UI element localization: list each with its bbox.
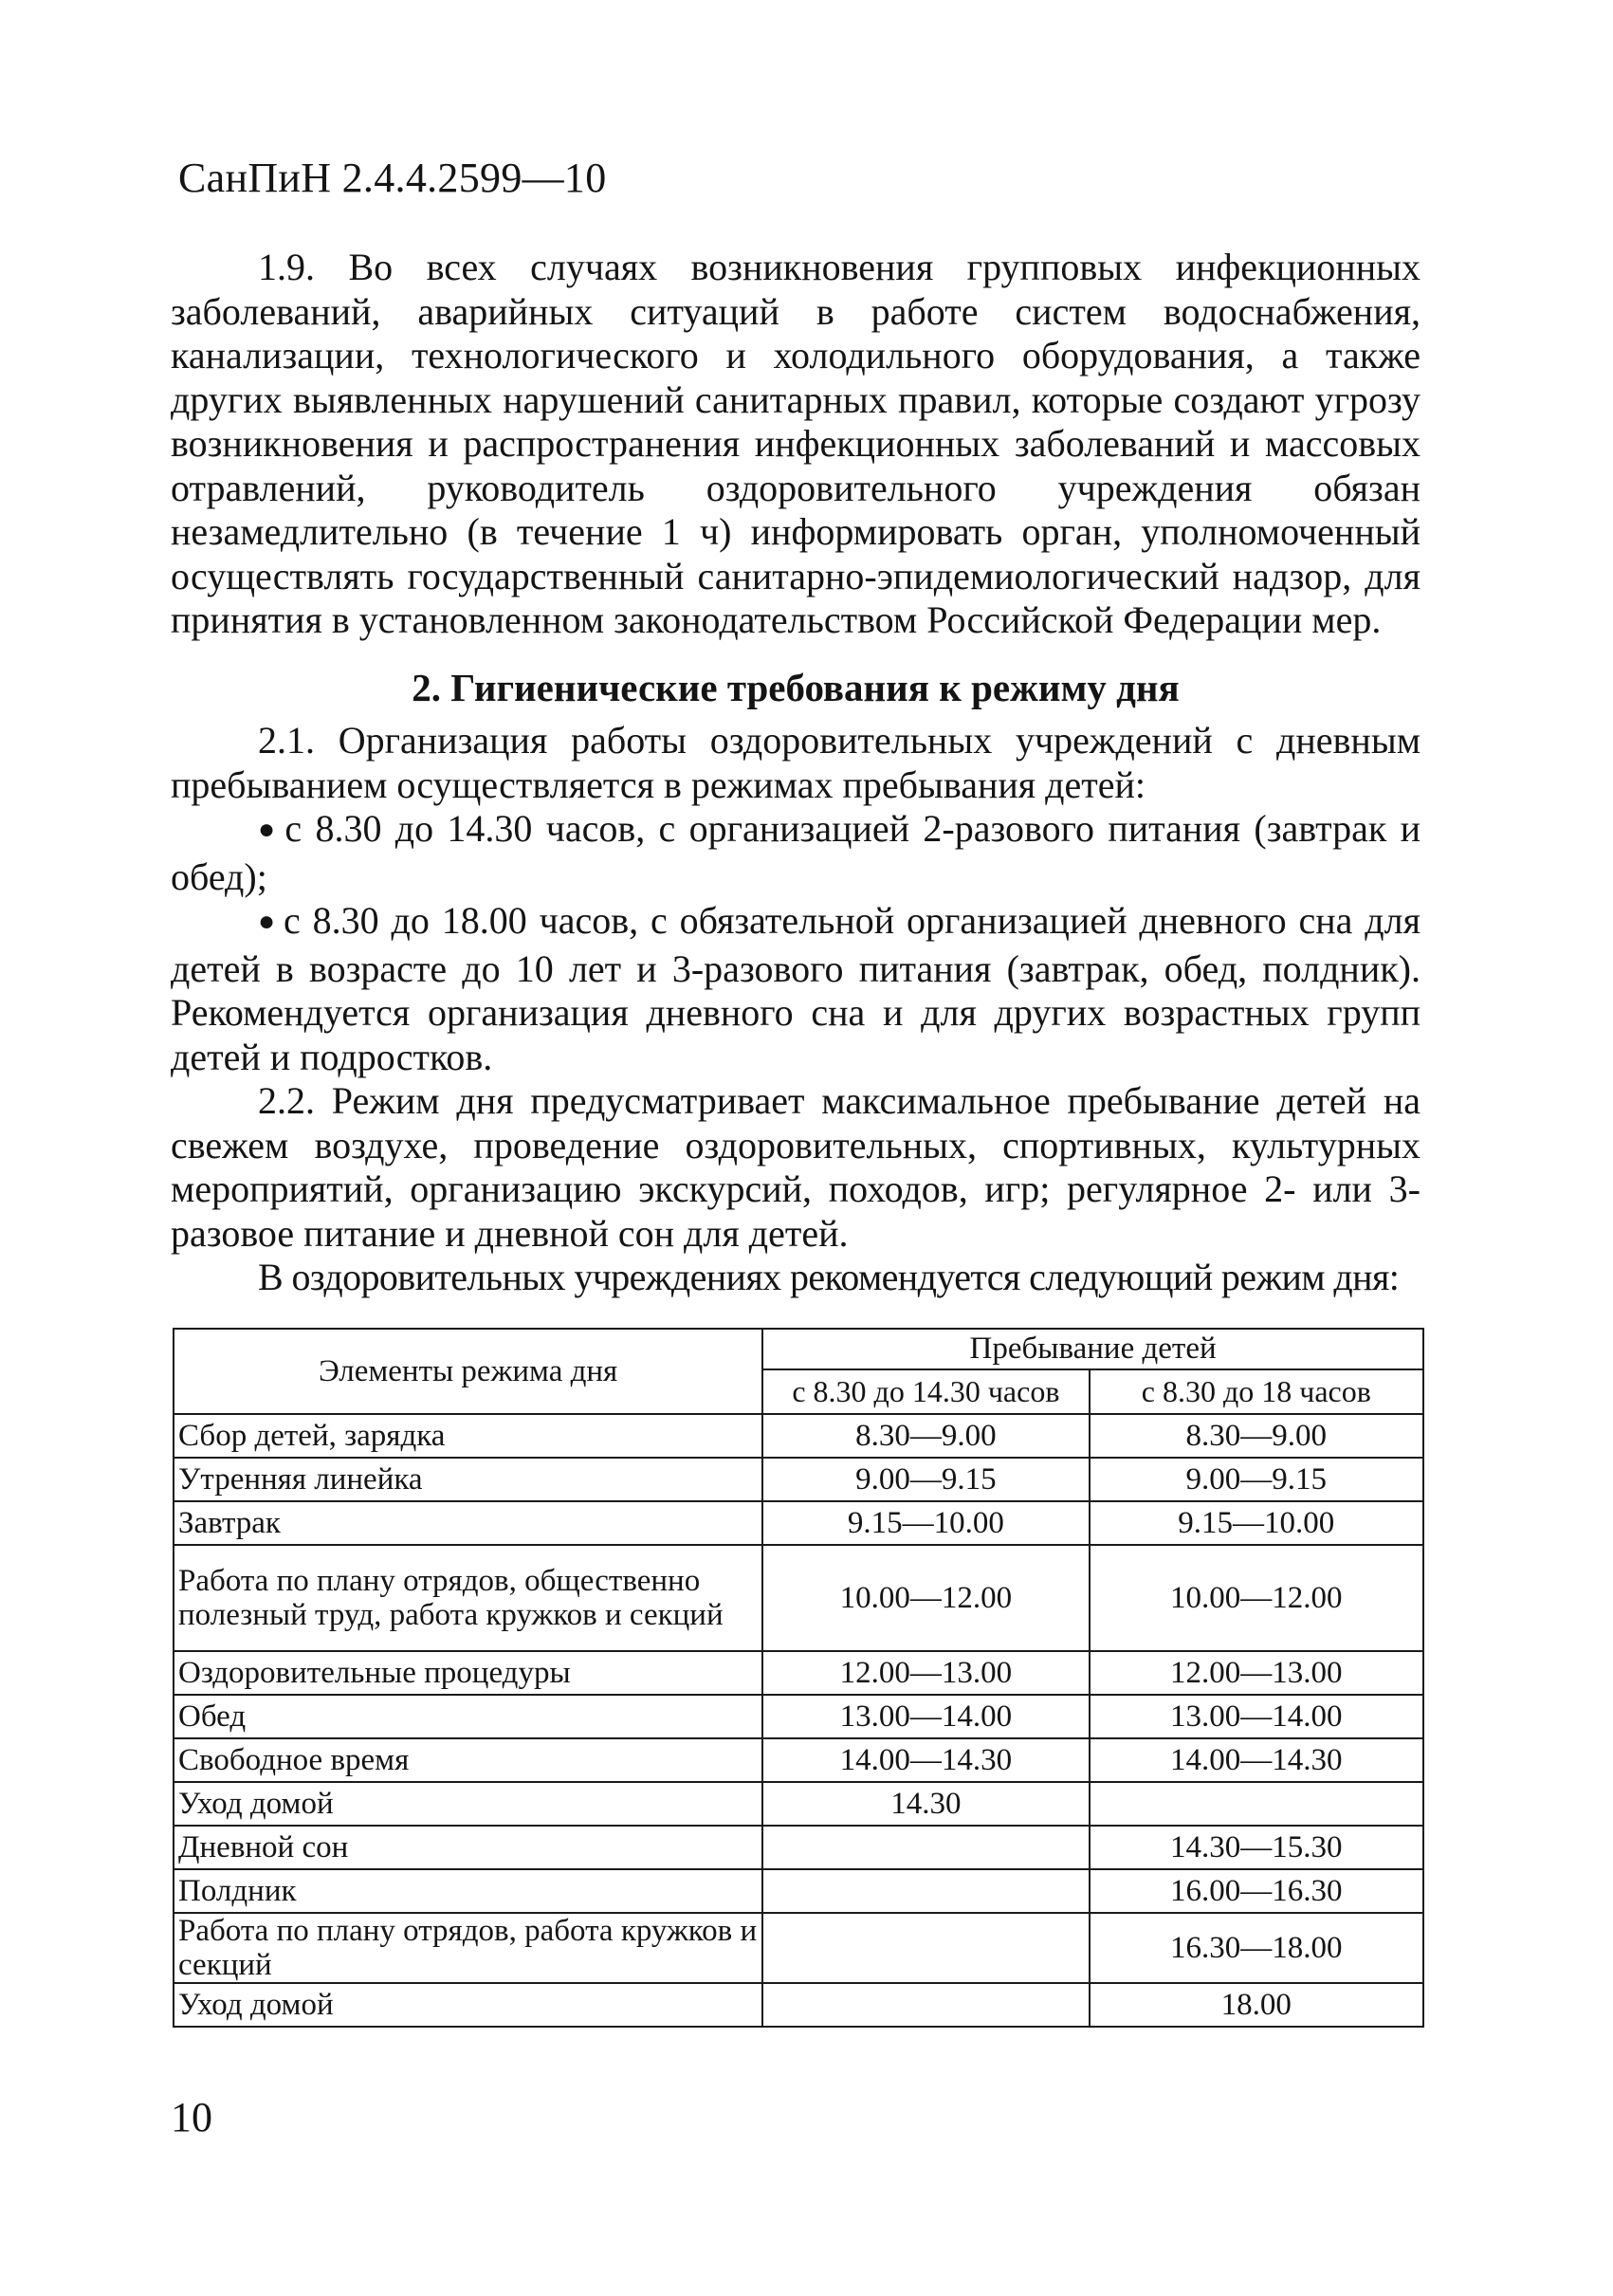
table-row [174,1983,1423,2027]
bullet-item-1 [171,807,1421,899]
row-label: Дневной сон [174,1826,762,1869]
row-time-short: 9.15—10.00 [762,1501,1089,1545]
row-time-short: 13.00—14.00 [762,1695,1089,1738]
row-label: Уход домой [174,1983,762,2027]
row-time-short: 14.30 [762,1782,1089,1826]
row-time-long [1090,1782,1423,1826]
row-time-long: 16.30—18.00 [1090,1913,1423,1983]
section-2-body [171,719,1421,1300]
row-time-short [762,1983,1089,2027]
bullet-text-2: с 8.30 до 18.00 часов, с обязательной организацией дневного сна для детей в возрасте до 10 лет и 3-разового питания (завтрак, обед, полдник). Рекомендуется организация дневного сна и для других возрастных групп детей и подростков. [171,899,1421,1078]
intro-paragraph-block [171,246,1421,643]
row-label: Завтрак [174,1501,762,1545]
row-time-long: 9.15—10.00 [1090,1501,1423,1545]
table-row [174,1869,1423,1913]
row-time-short: 14.00—14.30 [762,1738,1089,1782]
row-time-short: 12.00—13.00 [762,1651,1089,1695]
row-time-long: 14.00—14.30 [1090,1738,1423,1782]
paragraph-1-9: 1.9. Во всех случаях возникновения групповых инфекционных заболеваний, аварийных ситуаций в работе систем водоснабжения, канализации, технологического и холодильного оборудования, а также других выявленных нарушений санитарных правил, которые создают угрозу возникновения и распространения инфекционных заболеваний и массовых отравлений, руководитель оздоровительного учреждения обязан незамедлительно (в течение 1 ч) информировать орган, уполномоченный осуществлять государственный санитарно-эпидемиологический надзор, для принятия в установленном законодательством Российской Федерации мер. [171,246,1421,641]
header-col-short-stay: с 8.30 до 14.30 часов [762,1369,1089,1414]
header-elements: Элементы режима дня [174,1329,762,1414]
table-row [174,1913,1423,1983]
bullet-text-1: с 8.30 до 14.30 часов, с организацией 2-разового питания (завтрак и обед); [171,807,1421,898]
row-label: Оздоровительные процедуры [174,1651,762,1695]
paragraph-2-2: 2.2. Режим дня предусматривает максимальное пребывание детей на свежем воздухе, проведение оздоровительных, спортивных, культурных мероприятий, организацию экскурсий, походов, игр; регулярное 2- или 3-разовое питание и дневной сон для детей. [171,1079,1421,1255]
row-time-long: 18.00 [1090,1983,1423,2027]
row-time-long: 16.00—16.30 [1090,1869,1423,1913]
table-row [174,1501,1423,1545]
row-time-long: 8.30—9.00 [1090,1414,1423,1458]
table-row [174,1458,1423,1501]
bullet-icon: ● [258,814,280,845]
row-label: Сбор детей, зарядка [174,1414,762,1458]
row-time-short [762,1869,1089,1913]
row-time-short [762,1913,1089,1983]
table-lead: В оздоровительных учреждениях рекомендуется следующий режим дня: [258,1256,1400,1298]
row-time-short: 9.00—9.15 [762,1458,1089,1501]
row-time-short [762,1826,1089,1869]
daily-schedule-table [173,1328,1424,2028]
header-col-long-stay: с 8.30 до 18 часов [1090,1369,1423,1414]
paragraph-2-1: 2.1. Организация работы оздоровительных учреждений с дневным пребыванием осуществляется в режимах пребывания детей: [171,719,1421,806]
row-time-long: 10.00—12.00 [1090,1545,1423,1651]
row-time-long: 13.00—14.00 [1090,1695,1423,1738]
row-label: Свободное время [174,1738,762,1782]
table-row [174,1545,1423,1651]
section-title: 2. Гигиенические требования к режиму дня [412,666,1180,709]
bullet-icon: ● [258,906,278,937]
table-row [174,1695,1423,1738]
table-row [174,1738,1423,1782]
row-time-long: 14.30—15.30 [1090,1826,1423,1869]
row-label: Утренняя линейка [174,1458,762,1501]
row-label: Обед [174,1695,762,1738]
page-number: 10 [171,2094,212,2140]
row-time-short: 10.00—12.00 [762,1545,1089,1651]
row-time-short: 8.30—9.00 [762,1414,1089,1458]
table-row [174,1826,1423,1869]
row-label: Работа по плану отрядов, работа кружков и секций [174,1913,762,1983]
row-label: Полдник [174,1869,762,1913]
bullet-item-2 [171,899,1421,1079]
row-time-long: 12.00—13.00 [1090,1651,1423,1695]
row-label: Работа по плану отрядов, общественно полезный труд, работа кружков и секций [174,1545,762,1651]
row-time-long: 9.00—9.15 [1090,1458,1423,1501]
table-row [174,1782,1423,1826]
row-label: Уход домой [174,1782,762,1826]
running-head: СанПиН 2.4.4.2599—10 [178,155,607,201]
table-row [174,1651,1423,1695]
header-stay-group: Пребывание детей [762,1329,1423,1369]
table-row [174,1414,1423,1458]
